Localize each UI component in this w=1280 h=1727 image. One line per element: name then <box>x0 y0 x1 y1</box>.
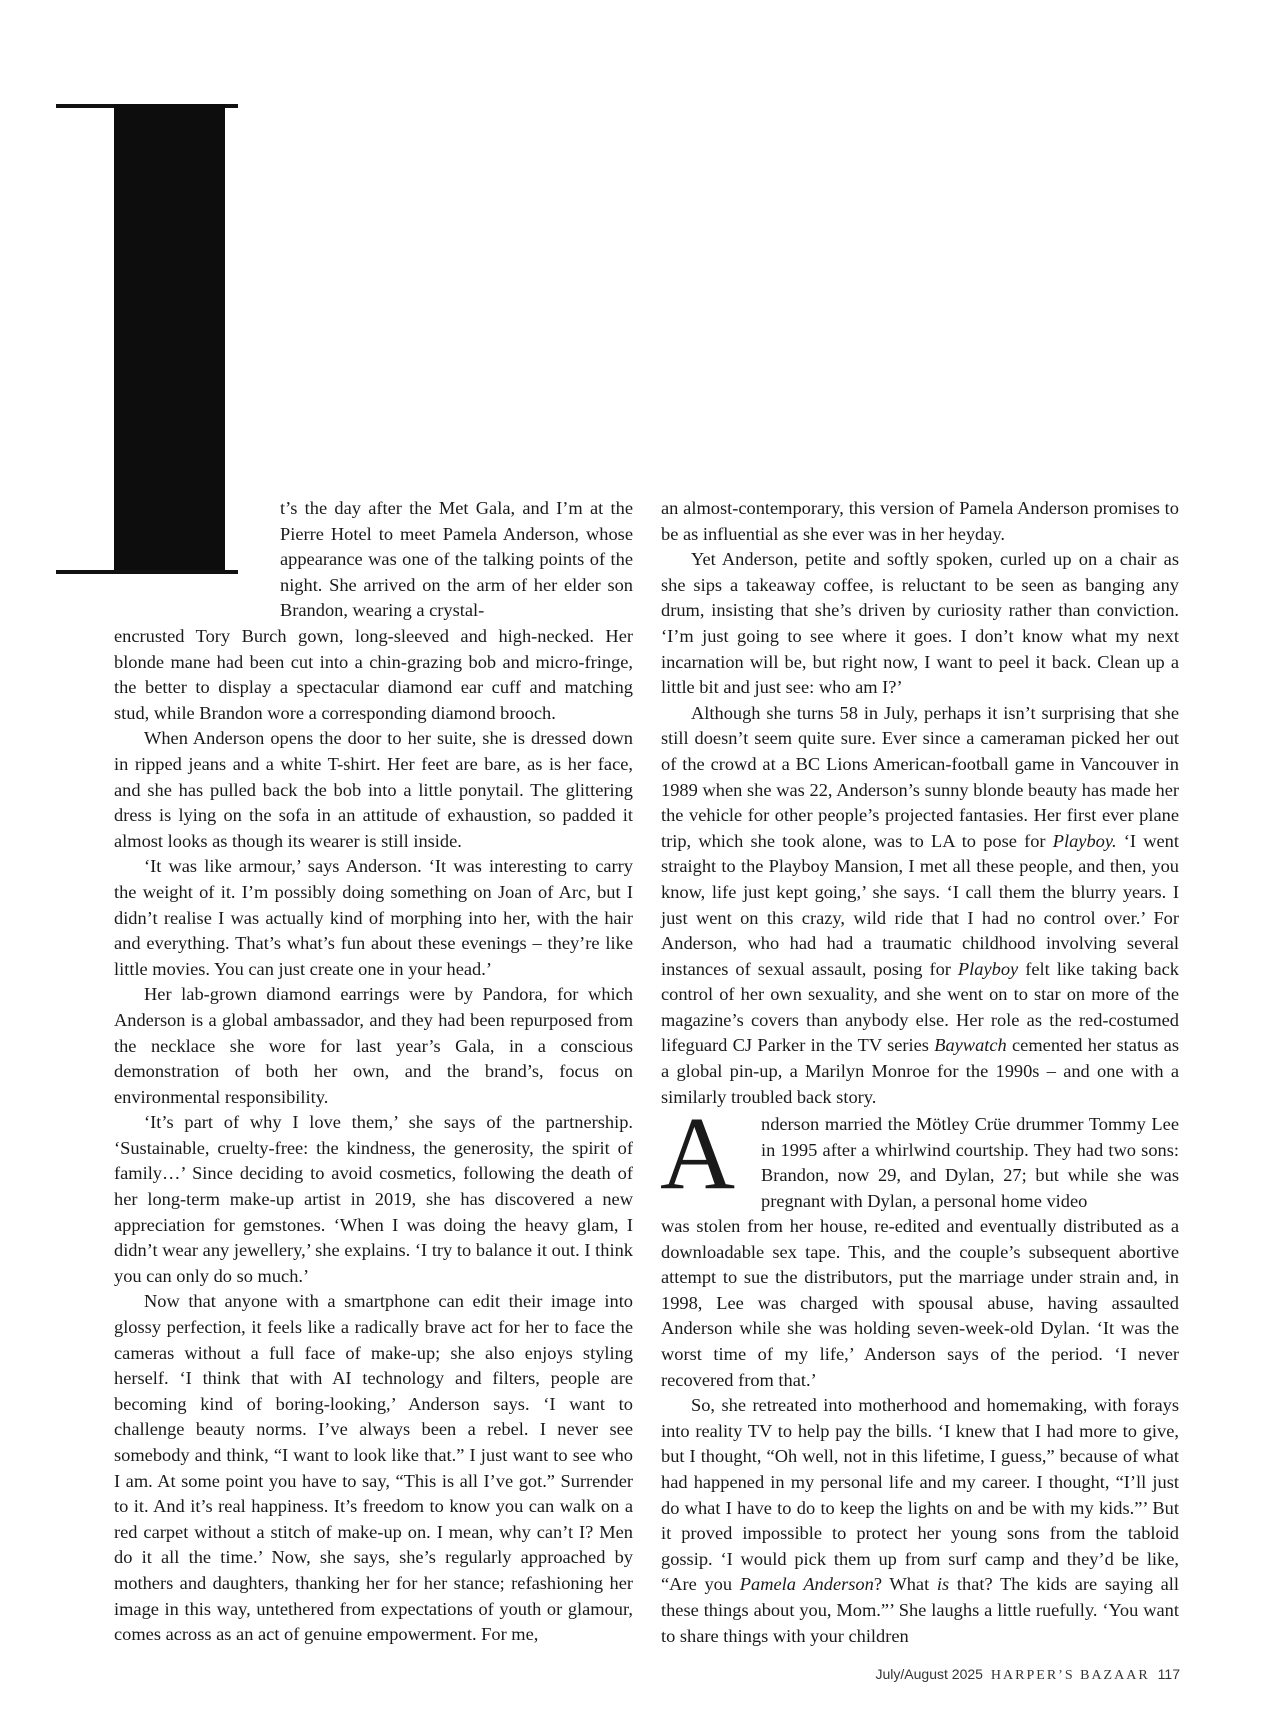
paragraph: encrusted Tory Burch gown, long-sleeved and high-necked. Her blonde mane had been cut into a chin-grazing bob and micro-fringe, the better to display a spectacular diamond ear cuff and matching stud, while Brandon wore a corresponding diamond brooch. <box>114 626 633 723</box>
page-footer <box>876 1666 1180 1684</box>
paragraph: Her lab-grown diamond earrings were by Pandora, for which Anderson is a global ambassador, and they had been repurposed from the necklace she wore for last year’s Gala, in a conscious demonstration of both her own, and the brand’s, focus on environmental responsibility. <box>114 984 633 1107</box>
page-number: 117 <box>1157 1666 1180 1682</box>
paragraph: nderson married the Mötley Crüe drummer Tommy Lee in 1995 after a whirlwind courtship. They had two sons: Brandon, now 29, and Dylan, 27; but while she was pregnant with Dylan, a personal home video <box>761 1114 1179 1211</box>
drop-cap-a: A <box>660 1096 736 1211</box>
paragraph: ‘It was like armour,’ says Anderson. ‘It was interesting to carry the weight of it. I’m possibly doing something on Joan of Arc, but I didn’t realise I was actually kind of morphing into her, with the hair and everything. That’s what’s fun about these evenings – they’re like little movies. You can just create one in your head.’ <box>114 856 633 979</box>
paragraph: ‘It’s part of why I love them,’ she says of the partnership. ‘Sustainable, cruelty-free: the kindness, the generosity, the spirit of family…’ Since deciding to avoid cosmetics, following the death of her long-term make-up artist in 2019, she has discovered a new appreciation for gemstones. ‘When I was doing the heavy glam, I didn’t wear any jewellery,’ she explains. ‘I try to balance it out. I think you can only do so much.’ <box>114 1112 633 1286</box>
paragraph: Although she turns 58 in July, perhaps it isn’t surprising that she still doesn’t seem quite sure. Ever since a cameraman picked her out of the crowd at a BC Lions American-football game in Vancouver in 1989 when she was 22, Anderson’s sunny blonde beauty has made her the vehicle for other people’s projected fantasies. Her first ever plane trip, which she took alone, was to LA to pose for Playboy. ‘I went straight to the Playboy Mansion, I met all these people, and then, you know, life just kept going,’ she says. ‘I call them the blurry years. I just went on this crazy, wild ride that I had no control over.’ For Anderson, who had had a traumatic childhood involving several instances of sexual assault, posing for Playboy felt like taking back control of her own sexuality, and she went on to star on more of the magazine’s covers than anybody else. Her role as the red-costumed lifeguard CJ Parker in the TV series Baywatch cemented her status as a global pin-up, a Marilyn Monroe for the 1990s – and one with a similarly troubled back story. <box>661 702 1179 1107</box>
paragraph: Now that anyone with a smartphone can edit their image into glossy perfection, it feels like a radically brave act for her to face the cameras without a full face of make-up; she also enjoys styling herself. ‘I think that with AI technology and filters, people are becoming kind of boring-looking,’ Anderson says. ‘I want to challenge beauty norms. I’ve always been a rebel. I never see somebody and think, “I want to look like that.” I just want to see who I am. At some point you have to say, “This is all I’ve got.” Surrender to it. And it’s real happiness. It’s freedom to know you can walk on a red carpet without a stitch of make-up on. I mean, why can’t I? Men do it all the time.’ Now, she says, she’s regularly approached by mothers and daughters, thanking her for her stance; refashioning her image in this way, untethered from expectations of youth or glamour, comes across as an act of genuine empowerment. For me, <box>114 1291 633 1645</box>
paragraph: So, she retreated into motherhood and homemaking, with forays into reality TV to help pay the bills. ‘I knew that I had more to give, but I thought, “Oh well, not in this lifetime, I guess,” because of what had happened in my personal life and my career. I thought, “I’ll just do what I have to do to keep the lights on and be with my kids.”’ But it proved impossible to protect her young sons from the tabloid gossip. ‘I would pick them up from surf camp and they’d be like, “Are you Pamela Anderson? What is that? The kids are saying all these things about you, Mom.”’ She laughs a little ruefully. ‘You want to share things with your children <box>661 1395 1180 1646</box>
article-left-column <box>114 624 633 1648</box>
issue-date: July/August 2025 <box>875 1666 983 1682</box>
paragraph: was stolen from her house, re-edited and eventually distributed as a downloadable sex tape. This, and the couple’s subsequent abortive attempt to sue the distributors, put the marriage under strain and, in 1998, Lee was charged with spousal abuse, having assaulted Anderson while she was holding seven-week-old Dylan. ‘It was the worst time of my life,’ Anderson says of the period. ‘I never recovered from that.’ <box>661 1216 1179 1390</box>
article-right-bottom <box>661 1214 1179 1649</box>
article-right-column <box>661 496 1179 1110</box>
paragraph: an almost-contemporary, this version of Pamela Anderson promises to be as influential as she ever was in her heyday. <box>661 498 1179 544</box>
article-intro <box>280 496 633 624</box>
paragraph: Yet Anderson, petite and softly spoken, curled up on a chair as she sips a takeaway coffee, is reluctant to be seen as banging any drum, insisting that she’s driven by curiosity rather than conviction. ‘I’m just going to see where it goes. I don’t know what my next incarnation will be, but right now, I want to peel it back. Clean up a little bit and just see: who am I?’ <box>661 549 1179 698</box>
drop-cap-i <box>56 104 238 574</box>
paragraph: When Anderson opens the door to her suite, she is dressed down in ripped jeans and a white T-shirt. Her feet are bare, as is her face, and she has pulled back the bob into a little ponytail. The glittering dress is lying on the sofa in an attitude of exhaustion, so padded it almost looks as though its wearer is still inside. <box>114 728 633 851</box>
article-right-dropcap-text <box>761 1112 1179 1214</box>
magazine-name: HARPER’S BAZAAR <box>990 1668 1150 1683</box>
intro-paragraph: t’s the day after the Met Gala, and I’m at the Pierre Hotel to meet Pamela Anderson, whose appearance was one of the talking points of the night. She arrived on the arm of her elder son Brandon, wearing a crystal- <box>280 498 633 621</box>
